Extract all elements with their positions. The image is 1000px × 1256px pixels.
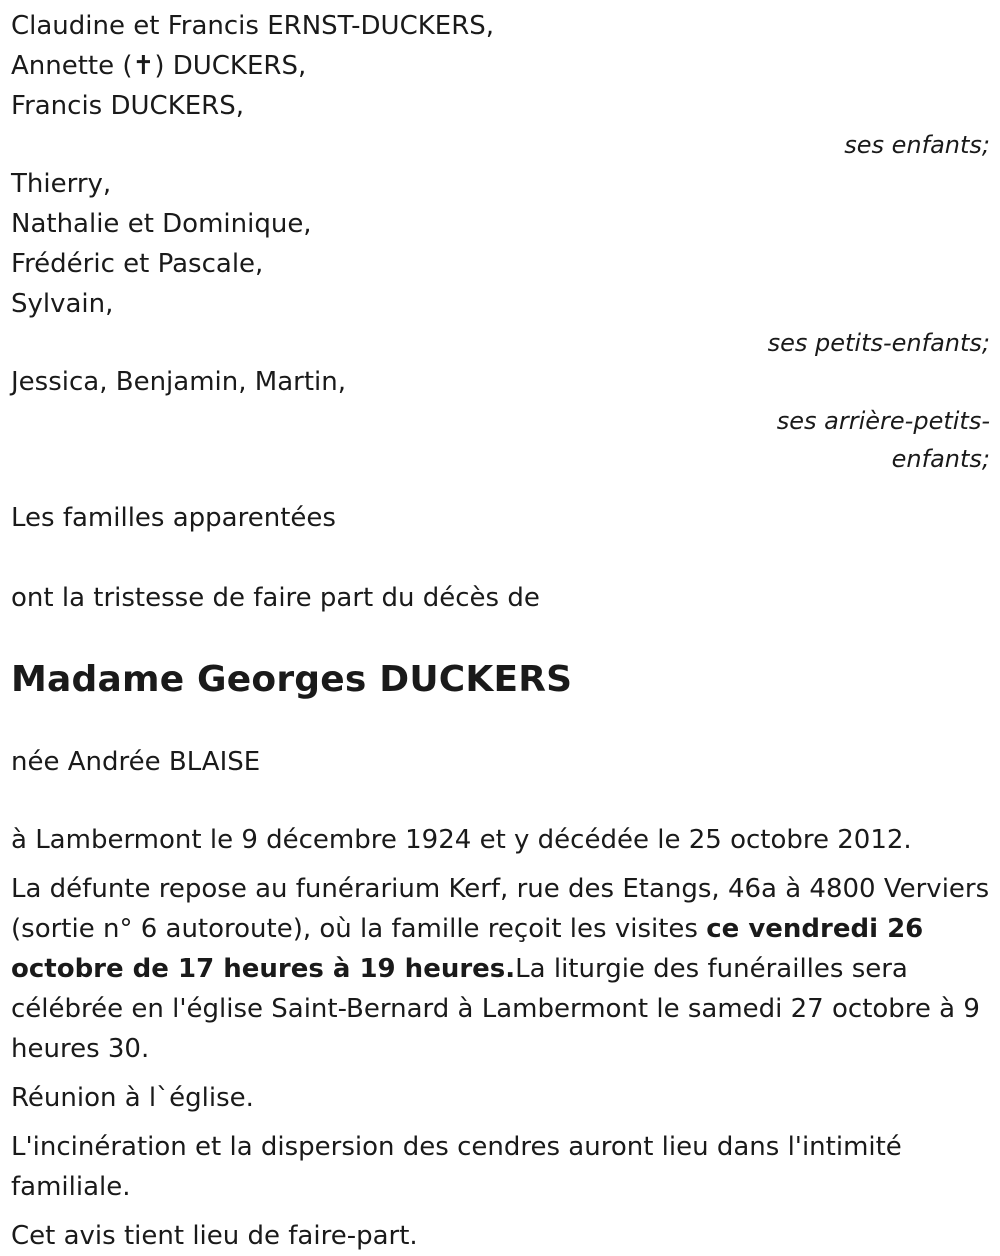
funeral-liturgy: La liturgie des funérailles sera célébrée en l'église Saint-Bernard à Lambermont le samedi 27 octobre à 9 heures 30. [11, 954, 980, 1064]
child-name: Francis DUCKERS, [11, 91, 245, 121]
notice-statement: Cet avis tient lieu de faire-part. [11, 1221, 418, 1251]
birth-name: née Andrée BLAISE [11, 747, 261, 777]
meeting-place: Réunion à l`église. [11, 1083, 254, 1113]
grandchild-name: Nathalie et Dominique, [11, 209, 312, 239]
cremation-details: L'incinération et la dispersion des cendres auront lieu dans l'intimité familiale. [11, 1132, 902, 1202]
related-families: Les familles apparentées [11, 503, 336, 533]
children-role: ses enfants; [844, 131, 990, 159]
grandchildren-role: ses petits-enfants; [767, 329, 990, 357]
child-name: Claudine et Francis ERNST-DUCKERS, [11, 11, 495, 41]
children-group [11, 6, 990, 164]
birth-death-dates: à Lambermont le 9 décembre 1924 et y décédée le 25 octobre 2012. [11, 825, 912, 855]
visiting-hours: ce vendredi 26 octobre de 17 heures à 19 heures. [11, 914, 924, 984]
wake-details-text: La défunte repose au funérarium Kerf, rue des Etangs, 46a à 4800 Verviers (sortie n° 6 autoroute), où la famille reçoit les visites [11, 874, 990, 944]
great-grandchildren-group [11, 362, 990, 478]
deceased-name: Madame Georges DUCKERS [11, 659, 573, 700]
grandchild-name: Frédéric et Pascale, [11, 249, 264, 279]
grandchild-name: Sylvain, [11, 289, 114, 319]
great-grandchildren-role-line1: ses arrière-petits- [776, 407, 990, 435]
great-grandchild-names: Jessica, Benjamin, Martin, [11, 367, 346, 397]
great-grandchildren-role-line2: enfants; [891, 445, 990, 473]
grandchild-name: Thierry, [11, 169, 112, 199]
announcement-intro: ont la tristesse de faire part du décès de [11, 583, 540, 613]
wake-details [11, 869, 990, 1069]
child-name: Annette (✝) DUCKERS, [11, 51, 307, 81]
grandchildren-group [11, 164, 990, 362]
